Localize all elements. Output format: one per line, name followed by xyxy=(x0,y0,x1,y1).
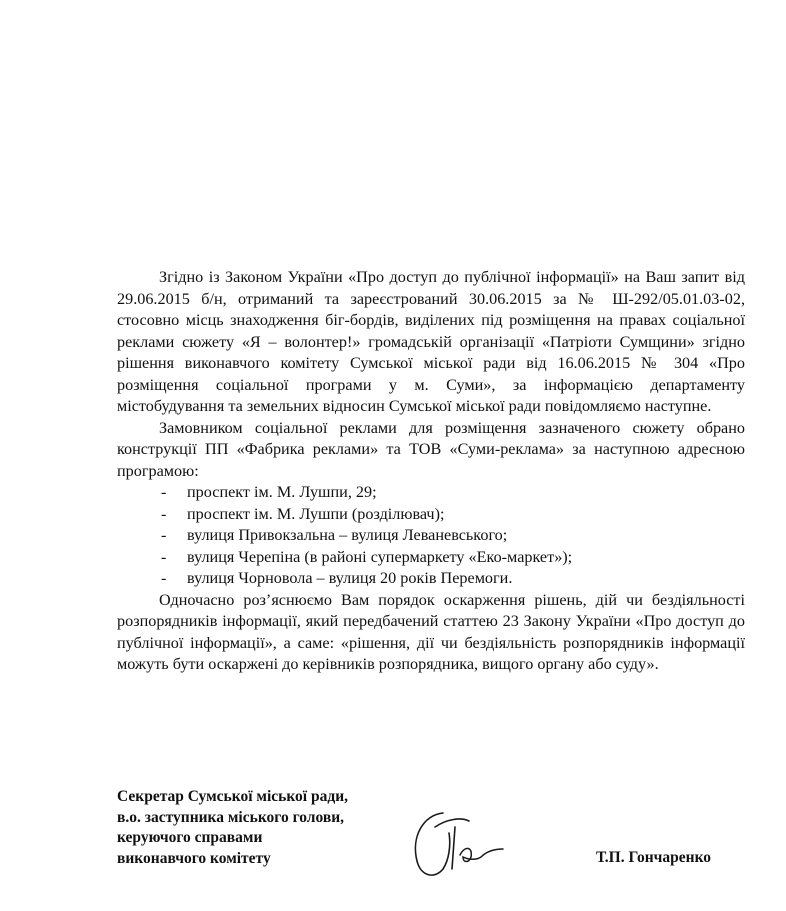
signatory-name: Т.П. Гончаренко xyxy=(596,849,712,866)
address-text: проспект ім. М. Лушпи (розділювач); xyxy=(187,504,445,523)
handwritten-signature xyxy=(405,805,515,885)
position-line: Секретар Сумської міської ради, xyxy=(117,788,349,805)
list-marker: - xyxy=(161,483,167,501)
address-text: проспект ім. М. Лушпи, 29; xyxy=(187,483,377,501)
paragraph-appeal: Одночасно роз’яснюємо Вам порядок оскарження рішень, дій чи бездіяльності розпорядників інформації, який передбачений статтею 23 Закону України «Про доступ до публічної інформації», а саме: «рішення, дії чи бездіяльність розпорядників інформації можуть бути оскаржені до керівників розпорядника, вищого органу або суду». xyxy=(117,590,745,673)
list-marker: - xyxy=(161,569,167,587)
letter-body xyxy=(117,267,745,676)
list-item xyxy=(117,568,745,590)
list-marker: - xyxy=(161,504,167,523)
address-text: вулиця Привокзальна – вулиця Леваневського; xyxy=(187,526,508,544)
paragraph-intro: Згідно із Законом України «Про доступ до публічної інформації» на Ваш запит від 29.06.2015 б/н, отриманий та зареєстрований 30.06.2015 за № Ш-292/05.01.03-02, стосовно місць знаходження біг-бордів, виділених під розміщення на правах соціальної реклами сюжету «Я – волонтер!» громадській організації «Патріоти Сумщини» згідно рішення виконавчого комітету Сумської міської ради від 16.06.2015 № 304 «Про розміщення соціальної програми у м. Суми», за інформацією департаменту містобудування та земельних відносин Сумської міської ради повідомляємо наступне. xyxy=(117,268,745,415)
position-line: керуючого справами xyxy=(117,829,263,846)
position-line: виконавчого комітету xyxy=(117,849,271,867)
list-item xyxy=(117,547,745,569)
paragraph-customer: Замовником соціальної реклами для розміщення зазначеного сюжету обрано конструкції ПП «Фабрика реклами» та ТОВ «Суми-реклама» за наступною адресною програмою: xyxy=(117,418,745,480)
list-item xyxy=(117,504,745,526)
address-text: вулиця Черепіна (в районі супермаркету «Еко-маркет»); xyxy=(187,547,573,566)
list-item xyxy=(117,525,745,547)
address-text: вулиця Чорновола – вулиця 20 років Перемоги. xyxy=(187,569,513,587)
signatory-position xyxy=(117,787,348,869)
list-item xyxy=(117,482,745,504)
list-marker: - xyxy=(161,526,167,544)
list-marker: - xyxy=(161,547,167,566)
address-list xyxy=(117,482,745,590)
position-line: в.о. заступника міського голови, xyxy=(117,808,345,826)
